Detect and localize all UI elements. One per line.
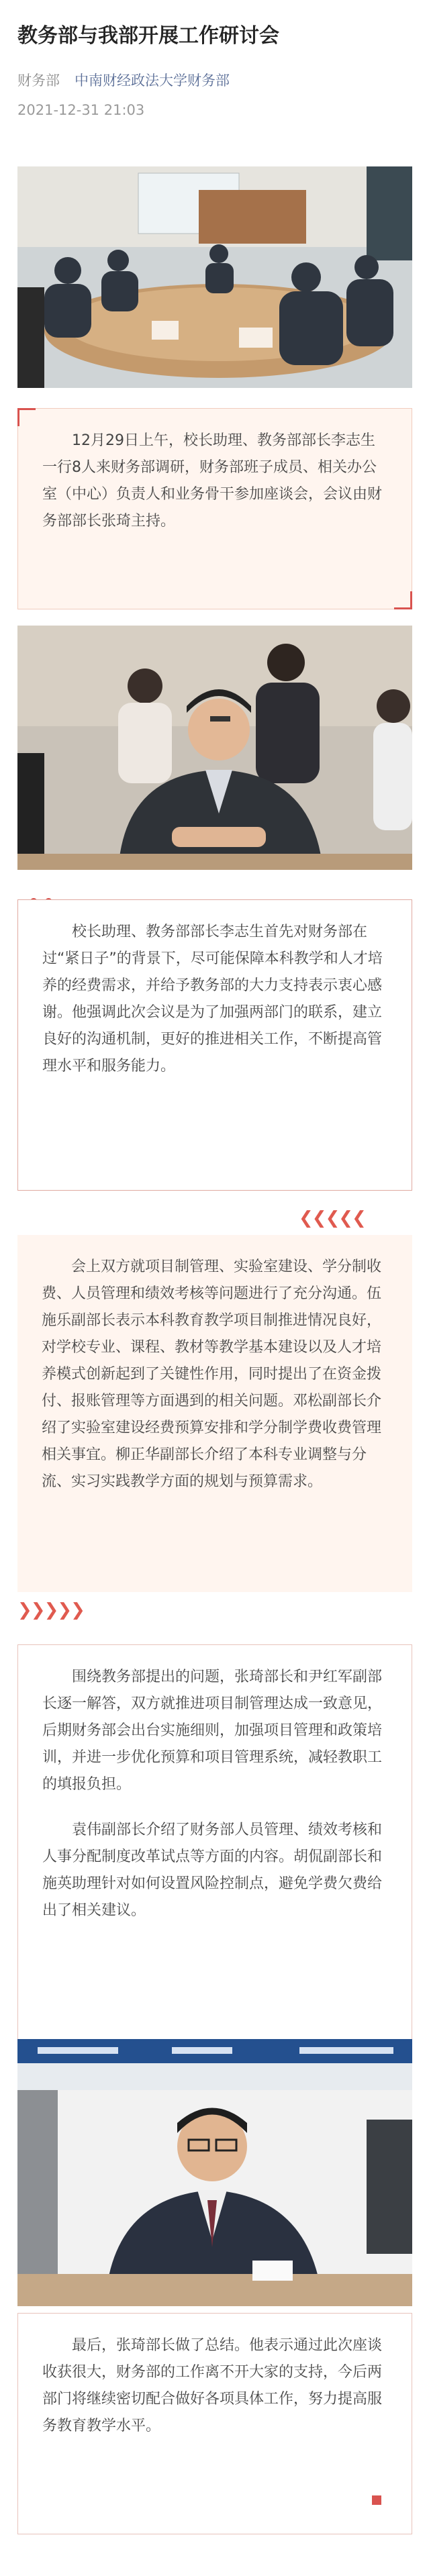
paragraph: 最后，张琦部长做了总结。他表示通过此次座谈收获很大，财务部的工作离不开大家的支持，今后两部门将继续密切配合做好各项具体工作，努力提高服务教育教学水平。	[42, 2337, 383, 2434]
speaker-photo	[17, 626, 412, 870]
paragraph: 袁伟副部长介绍了财务部人员管理、绩效考核和人事分配制度改革试点等方面的内容。胡侃副部长和施英助理针对如何设置风险控制点，避免学费欠费给出了相关建议。	[42, 1822, 383, 1919]
chevron-decoration: ❮❮❮❮❮	[299, 1208, 365, 1228]
vice-president-box	[17, 899, 412, 1191]
paragraph: 会上双方就项目制管理、实验室建设、学分制收费、人员管理和绩效考核等问题进行了充分沟通。伍施乐副部长表示本科教育教学项目制推进情况良好，对学校专业、课程、教材等教学基本建设以及人才培养模式创新起到了关键性作用，同时提出了在资金拨付、报账管理等方面遇到的相关问题。邓松副部长介绍了实验室建设经费预算安排和学分制学费收费管理相关事宜。柳正华副部长介绍了本科专业调整与分流、实习实践教学方面的规划与预算需求。	[42, 1258, 382, 1490]
discussion-box	[17, 1235, 412, 1592]
paragraph: 校长助理、教务部部长李志生首先对财务部在过“紧日子”的背景下，尽可能保障本科教学和人才培养的经费需求，并给予教务部的大力支持表示衷心感谢。他强调此次会议是为了加强两部门的联系，建立良好的沟通机制，更好的推进相关工作，不断提高管理水平和服务能力。	[42, 924, 383, 1075]
account-link[interactable]: 中南财经政法大学财务部	[75, 72, 230, 89]
director-photo	[17, 2039, 412, 2306]
response-box	[17, 1644, 412, 2040]
publish-date: 2021-12-31 21:03	[17, 102, 145, 118]
summary-box	[17, 2313, 412, 2534]
paragraph: 围绕教务部提出的问题，张琦部长和尹红军副部长逐一解答，双方就推进项目制管理达成一致意见，后期财务部会出台实施细则，加强项目管理和政策培训，并进一步优化预算和项目管理系统，减轻教职工的填报负担。	[42, 1669, 383, 1793]
meeting-photo	[17, 166, 412, 388]
paragraph: 12月29日上午，校长助理、教务部部长李志生一行8人来财务部调研，财务部班子成员、相关办公室（中心）负责人和业务骨干参加座谈会，会议由财务部部长张琦主持。	[42, 432, 383, 530]
intro-box	[17, 408, 412, 609]
square-decoration	[372, 2495, 381, 2505]
corner-decoration	[17, 408, 36, 426]
author-name: 财务部	[17, 72, 60, 89]
chevron-decoration: ❯❯❯❯❯	[17, 1600, 84, 1620]
article-title: 教务部与我部开展工作研讨会	[17, 24, 279, 48]
corner-decoration	[394, 591, 412, 609]
article-meta	[17, 70, 230, 90]
